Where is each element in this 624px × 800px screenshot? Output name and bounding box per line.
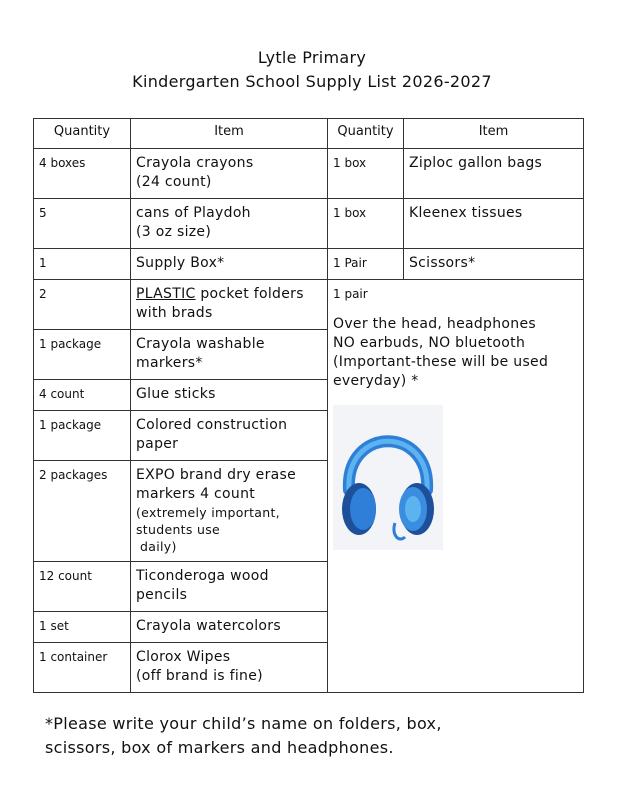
- item-text: paper: [136, 436, 179, 452]
- item-cell: Crayola watercolors: [131, 612, 328, 643]
- item-text: Clorox Wipes: [136, 649, 231, 665]
- item-text: EXPO brand dry erase: [136, 467, 297, 483]
- quantity-cell: 1 box: [328, 149, 404, 199]
- quantity-cell: 1 package: [34, 411, 131, 461]
- supply-table: [33, 118, 584, 693]
- quantity-cell: 1 set: [34, 612, 131, 643]
- item-text: (24 count): [136, 174, 212, 190]
- table-row: [34, 199, 584, 249]
- item-cell: Supply Box*: [131, 249, 328, 280]
- headphones-description: Over the head, headphones NO earbuds, NO bluetooth (Important-these will be used everyday) *: [333, 316, 549, 389]
- item-text: (3 oz size): [136, 224, 212, 240]
- item-note: (extremely important,: [136, 505, 280, 520]
- item-text: pocket folders: [195, 286, 304, 302]
- item-cell: [131, 411, 328, 461]
- item-cell: Glue sticks: [131, 380, 328, 411]
- list-title: Kindergarten School Supply List 2026-2027: [132, 72, 492, 91]
- table-row: [34, 280, 584, 330]
- quantity-cell: 5: [34, 199, 131, 249]
- item-text: with brads: [136, 305, 213, 321]
- item-text: pencils: [136, 587, 188, 603]
- item-note: students use: [136, 522, 220, 537]
- headphones-cell: [328, 280, 584, 693]
- quantity-cell: 2: [34, 280, 131, 330]
- quantity-text: 1 pair: [333, 287, 368, 301]
- item-cell: [131, 643, 328, 693]
- quantity-cell: 4 count: [34, 380, 131, 411]
- item-note: daily): [140, 539, 177, 554]
- item-cell: [131, 562, 328, 612]
- quantity-cell: 1 package: [34, 330, 131, 380]
- school-name: Lytle Primary: [257, 48, 367, 67]
- item-cell: [131, 330, 328, 380]
- quantity-header: Quantity: [328, 119, 404, 149]
- item-text: cans of Playdoh: [136, 205, 251, 221]
- headphones-icon: [333, 405, 443, 550]
- headphones-image: [333, 405, 443, 550]
- item-cell: [131, 461, 328, 562]
- item-text: Crayola washable: [136, 336, 265, 352]
- item-text: markers*: [136, 355, 203, 371]
- quantity-header: Quantity: [34, 119, 131, 149]
- item-text: markers 4 count: [136, 486, 256, 502]
- item-emphasis: PLASTIC: [136, 286, 196, 302]
- item-text: Crayola crayons: [136, 155, 254, 171]
- header-row: [34, 119, 584, 149]
- item-cell: Ziploc gallon bags: [404, 149, 584, 199]
- item-text: Ticonderoga wood: [136, 568, 269, 584]
- item-cell: Scissors*: [404, 249, 584, 280]
- quantity-cell: 1 box: [328, 199, 404, 249]
- quantity-cell: 12 count: [34, 562, 131, 612]
- quantity-cell: 2 packages: [34, 461, 131, 562]
- quantity-cell: 1 container: [34, 643, 131, 693]
- quantity-cell: 4 boxes: [34, 149, 131, 199]
- item-header: Item: [404, 119, 584, 149]
- item-text: (off brand is fine): [136, 668, 263, 684]
- item-text: Colored construction: [136, 417, 288, 433]
- table-row: [34, 249, 584, 280]
- table-row: [34, 149, 584, 199]
- item-cell: Kleenex tissues: [404, 199, 584, 249]
- footer-line: scissors, box of markers and headphones.: [45, 738, 394, 757]
- footer-note: [45, 712, 605, 760]
- item-cell: [131, 199, 328, 249]
- footer-line: *Please write your child’s name on folders, box,: [45, 714, 442, 733]
- item-header: Item: [131, 119, 328, 149]
- item-cell: [131, 149, 328, 199]
- item-cell: [131, 280, 328, 330]
- quantity-cell: 1 Pair: [328, 249, 404, 280]
- quantity-cell: 1: [34, 249, 131, 280]
